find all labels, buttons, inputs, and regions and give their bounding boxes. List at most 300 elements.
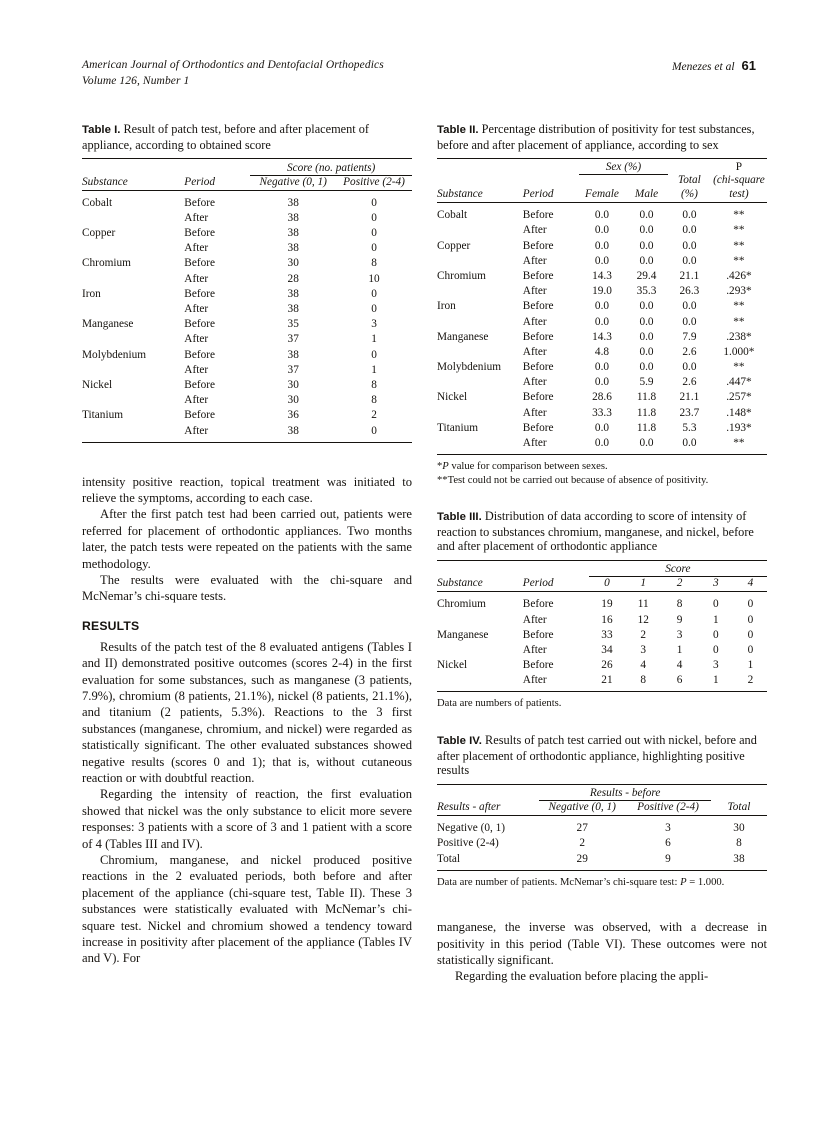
running-head-journal-line2: Volume 126, Number 1 xyxy=(82,74,190,87)
table-1-r8-negative: 35 xyxy=(287,318,299,331)
table-3-r5-s2: 6 xyxy=(676,674,683,687)
table-3-number: Table III. xyxy=(437,511,482,524)
paragraph: intensity positive reaction, topical treatment was initiated to relieve the symptoms, according to each case. xyxy=(82,474,412,505)
table-2-r4-total: 21.1 xyxy=(679,269,700,282)
table-2-r9-period: After xyxy=(522,345,547,358)
table-1-block xyxy=(82,122,412,444)
table-row xyxy=(437,253,767,268)
table-2-note-2: **Test could not be carried out because of absence of positivity. xyxy=(437,474,709,486)
table-3-group-header-row xyxy=(437,562,767,577)
table-2-r5-period: After xyxy=(522,285,547,298)
table-2-r11-female: 0.0 xyxy=(594,376,610,389)
table-4-r2-label: Total xyxy=(437,852,461,865)
table-3-r4-period: Before xyxy=(522,659,554,672)
table-3-col-score-1: 1 xyxy=(640,577,647,590)
table-4-col-total: Total xyxy=(727,801,751,814)
table-row xyxy=(437,642,767,657)
table-4-r0-negative: 27 xyxy=(576,822,588,835)
table-2-r7-female: 0.0 xyxy=(594,315,610,328)
table-4-r1-negative: 2 xyxy=(579,837,586,850)
table-2-r4-p: .426* xyxy=(726,269,752,282)
table-row xyxy=(82,271,412,286)
paragraph: Results of the patch test of the 8 evaluated antigens (Tables I and II) demonstrated positive outcomes (scores 2-4) in the first evaluation for some substances, such as manganese (3 patients, 7.9%), chromium (8 patients, 21.1%), nickel (8 patients, 21.1%), and titanium (2 patients, 5.3%). Reactions to the 3 first substances (manganese, chromium, and nickel) were regarded as statistically significant. The other evaluated substances showed negative results (scores 0 and 1); that is, without cutaneous reaction or with doubtful reaction. xyxy=(82,639,412,785)
table-3-col-substance: Substance xyxy=(437,577,483,590)
table-1-r11-positive: 1 xyxy=(371,363,377,376)
table-3-r4-substance: Nickel xyxy=(437,659,468,672)
table-2-r11-p: .447* xyxy=(726,376,752,389)
table-4-col-positive: Positive (2-4) xyxy=(637,801,699,814)
table-row xyxy=(437,344,767,359)
table-2-r4-female: 14.3 xyxy=(592,269,612,282)
table-2-r2-p: ** xyxy=(733,239,745,252)
table-row xyxy=(437,204,767,223)
table-2-r14-total: 5.3 xyxy=(682,421,697,434)
table-3-r0-period: Before xyxy=(522,598,554,611)
table-2-r10-female: 0.0 xyxy=(594,361,610,374)
table-row xyxy=(82,317,412,332)
running-head-authors: Menezes et al xyxy=(671,61,735,73)
table-2-r7-male: 0.0 xyxy=(639,315,654,328)
table-row xyxy=(82,225,412,240)
table-2-r5-total: 26.3 xyxy=(679,285,700,298)
table-2-r6-total: 0.0 xyxy=(682,300,697,313)
table-2-r15-substance xyxy=(437,435,523,454)
table-3-r3-substance xyxy=(437,642,523,657)
table-row xyxy=(437,223,767,238)
table-3-r2-s3: 0 xyxy=(713,628,719,641)
table-row xyxy=(437,851,767,870)
table-2-r3-male: 0.0 xyxy=(639,254,654,267)
table-3-col-score-0: 0 xyxy=(604,577,610,590)
table-2-r9-male: 0.0 xyxy=(639,345,654,358)
table-3-r5-s0: 21 xyxy=(601,674,613,687)
table-4-r2-total: 38 xyxy=(733,852,745,865)
table-1-r9-positive: 1 xyxy=(371,333,377,346)
table-2-r1-total: 0.0 xyxy=(682,224,697,237)
table-1-r15-period: After xyxy=(184,424,209,437)
table-2-col-substance: Substance xyxy=(437,188,483,201)
table-3-col-score-3: 3 xyxy=(713,577,719,590)
table-4-note-pre: Data are number of patients. McNemar’s chi-square test: xyxy=(437,876,681,888)
table-4-r1-total: 8 xyxy=(736,837,742,850)
table-1-r14-substance: Titanium xyxy=(82,409,124,422)
table-1-caption-text: Result of patch test, before and after placement of appliance, according to obtained score xyxy=(82,122,369,152)
table-2-r14-p: .193* xyxy=(726,421,752,434)
table-3-col-score-2: 2 xyxy=(676,577,683,590)
table-3-r3-period: After xyxy=(522,644,547,657)
table-1-r11-negative: 37 xyxy=(287,363,299,376)
table-4-bottom-rule xyxy=(437,870,767,872)
table-1-bottom-rule xyxy=(82,442,412,444)
table-2-subheader-row xyxy=(437,174,767,188)
table-2-r15-total: 0.0 xyxy=(682,437,697,449)
table-2 xyxy=(437,158,767,456)
table-row xyxy=(82,301,412,316)
table-1-r7-positive: 0 xyxy=(371,303,377,315)
table-3-header-row xyxy=(437,577,767,592)
table-row xyxy=(82,408,412,423)
table-2-r1-male: 0.0 xyxy=(639,224,654,237)
table-2-r10-p: ** xyxy=(733,361,745,374)
table-1-r4-period: Before xyxy=(184,257,216,270)
table-2-r1-period: After xyxy=(522,224,547,237)
table-3-r4-s1: 4 xyxy=(640,659,647,672)
table-2-bottom-rule xyxy=(437,455,767,457)
table-2-r11-substance xyxy=(437,375,523,390)
table-3-r2-s0: 33 xyxy=(601,628,613,641)
right-column-body-text xyxy=(437,919,767,985)
table-2-r3-period: After xyxy=(522,254,547,267)
table-row xyxy=(82,332,412,347)
table-1-r5-period: After xyxy=(184,272,209,285)
table-2-r10-substance: Molybdenium xyxy=(437,361,502,374)
table-1-r10-period: Before xyxy=(184,348,216,361)
table-4-r2-positive: 9 xyxy=(665,852,671,865)
table-row xyxy=(82,286,412,301)
table-2-r6-p: ** xyxy=(733,300,745,313)
table-2-caption xyxy=(437,122,767,152)
running-head xyxy=(82,58,756,94)
table-1-r13-positive: 8 xyxy=(371,394,377,407)
table-1-r9-substance xyxy=(82,332,184,347)
paragraph: manganese, the inverse was observed, with a decrease in positivity in this period (Table VI). These outcomes were not statistically significant. xyxy=(437,920,767,968)
table-1-caption xyxy=(82,122,412,152)
table-1-r8-period: Before xyxy=(184,318,216,331)
table-1-r8-positive: 3 xyxy=(371,318,377,331)
table-2-r13-substance xyxy=(437,405,523,420)
table-1-r15-negative: 38 xyxy=(287,424,299,437)
table-1-r15-substance xyxy=(82,423,184,442)
table-2-r7-total: 0.0 xyxy=(682,315,697,328)
table-1-r12-positive: 8 xyxy=(371,378,377,391)
table-row xyxy=(437,375,767,390)
table-3-r1-s3: 1 xyxy=(713,613,719,626)
table-1-r1-positive: 0 xyxy=(371,211,377,224)
table-3-note: Data are numbers of patients. xyxy=(437,698,562,710)
table-2-r10-male: 0.0 xyxy=(639,361,654,374)
table-3-col-period: Period xyxy=(522,577,554,590)
table-2-col-p-line3: test) xyxy=(729,188,749,201)
table-1-r6-period: Before xyxy=(184,287,216,300)
table-3-caption xyxy=(437,509,767,554)
table-2-r6-male: 0.0 xyxy=(639,300,654,313)
table-2-r2-period: Before xyxy=(522,239,554,252)
table-1-r8-substance: Manganese xyxy=(82,318,134,331)
table-1-col-period: Period xyxy=(184,175,216,188)
table-2-r10-total: 0.0 xyxy=(682,361,697,374)
table-1-r4-substance: Chromium xyxy=(82,257,131,270)
table-row xyxy=(82,241,412,256)
table-2-r6-substance: Iron xyxy=(437,300,456,313)
running-head-authors-page xyxy=(672,58,756,76)
table-2-r0-p: ** xyxy=(733,209,745,222)
table-2-r12-female: 28.6 xyxy=(592,391,612,404)
table-3-r0-s3: 0 xyxy=(713,598,719,611)
table-2-r4-period: Before xyxy=(522,269,554,282)
table-row xyxy=(437,658,767,673)
table-2-r4-male: 29.4 xyxy=(636,269,657,282)
table-row xyxy=(437,284,767,299)
table-2-r5-substance xyxy=(437,284,523,299)
table-1-header-row xyxy=(82,175,412,190)
table-4-col-negative: Negative (0, 1) xyxy=(548,801,616,814)
table-2-r5-male: 35.3 xyxy=(636,285,657,298)
table-1-r5-positive: 10 xyxy=(368,272,380,285)
table-1-r2-substance: Copper xyxy=(82,227,116,240)
table-4-block xyxy=(437,733,767,889)
paragraph: Regarding the intensity of reaction, the first evaluation showed that nickel was the only substance to elicit more severe responses: 3 patients with a score of 3 and 1 patient with a score of 4 (Tables III and IV). xyxy=(82,787,412,851)
table-1-r4-negative: 30 xyxy=(287,257,299,270)
table-2-r2-female: 0.0 xyxy=(594,239,610,252)
table-row xyxy=(437,405,767,420)
table-3-r3-s1: 3 xyxy=(640,644,647,657)
table-1-group-header: Score (no. patients) xyxy=(250,160,412,175)
table-3-group-header: Score xyxy=(589,562,767,577)
table-2-r15-male: 0.0 xyxy=(639,437,654,449)
table-row xyxy=(437,627,767,642)
table-2-col-p-line2: (chi-square xyxy=(713,174,765,187)
table-3-r5-s3: 1 xyxy=(713,674,719,687)
table-1-r14-positive: 2 xyxy=(371,409,377,422)
table-2-r13-male: 11.8 xyxy=(636,406,657,419)
left-column-body-text xyxy=(82,474,412,967)
table-1-r5-negative: 28 xyxy=(287,272,299,285)
table-2-r7-period: After xyxy=(522,315,547,328)
table-3-r1-s4: 0 xyxy=(747,613,754,626)
table-3-r0-s0: 19 xyxy=(601,598,613,611)
table-1-r6-negative: 38 xyxy=(287,287,299,300)
table-2-r14-period: Before xyxy=(522,421,554,434)
table-3-r3-s3: 0 xyxy=(713,644,719,657)
table-2-r0-male: 0.0 xyxy=(639,209,654,222)
table-1-r2-period: Before xyxy=(184,227,216,240)
table-2-r12-p: .257* xyxy=(726,391,752,404)
table-2-r8-substance: Manganese xyxy=(437,330,489,343)
table-1-r10-substance: Molybdenium xyxy=(82,348,147,361)
table-1-col-negative: Negative (0, 1) xyxy=(259,175,327,188)
table-3-r0-substance: Chromium xyxy=(437,598,486,611)
table-row xyxy=(437,268,767,283)
table-3-caption-text: Distribution of data according to score of intensity of reaction to substances chromium, manganese, and nickel, before and after placement of orthodontic appliance xyxy=(437,509,754,554)
table-row xyxy=(437,673,767,692)
table-2-r9-female: 4.8 xyxy=(594,345,610,358)
table-1-r6-positive: 0 xyxy=(371,287,377,300)
table-1-r0-negative: 38 xyxy=(287,196,299,209)
table-row xyxy=(437,612,767,627)
table-2-col-total-line2: (%) xyxy=(680,188,698,201)
table-2-r14-male: 11.8 xyxy=(636,421,657,434)
table-1-r10-negative: 38 xyxy=(287,348,299,361)
table-3-r5-s4: 2 xyxy=(747,674,754,687)
table-2-r2-substance: Copper xyxy=(437,239,471,252)
table-2-r1-female: 0.0 xyxy=(594,224,610,237)
paragraph: Chromium, manganese, and nickel produced positive reactions in the 2 evaluated periods, both before and after placement of the appliance (chi-square test, Table II). These 3 substances were statistically evaluated with McNemar’s chi-square test. Nickel and chromium showed a tendency toward increase in positivity after placement of the appliance (Tables IV and V). For xyxy=(82,853,412,966)
table-2-note-1 xyxy=(437,460,767,474)
table-row xyxy=(82,256,412,271)
page-number: 61 xyxy=(741,58,756,73)
table-1-r4-positive: 8 xyxy=(371,257,377,270)
table-2-col-p-line1: P xyxy=(735,161,743,174)
table-2-r12-total: 21.1 xyxy=(679,391,700,404)
table-row xyxy=(437,359,767,374)
table-2-col-total-line1: Total xyxy=(678,174,701,187)
table-1-r9-negative: 37 xyxy=(287,333,299,346)
table-2-r3-total: 0.0 xyxy=(682,254,697,267)
table-2-r5-female: 19.0 xyxy=(592,285,612,298)
table-2-r15-period: After xyxy=(522,437,547,449)
table-3-r0-s1: 11 xyxy=(637,598,649,611)
table-2-r0-period: Before xyxy=(522,209,554,222)
table-1-r0-period: Before xyxy=(184,196,216,209)
table-row xyxy=(437,314,767,329)
table-2-r12-period: Before xyxy=(522,391,554,404)
table-1-r12-period: Before xyxy=(184,378,216,391)
left-column xyxy=(82,122,412,967)
table-3-r2-s1: 2 xyxy=(640,628,647,641)
table-row xyxy=(82,210,412,225)
table-3-r2-substance: Manganese xyxy=(437,628,489,641)
table-row xyxy=(82,377,412,392)
table-2-r3-substance xyxy=(437,253,523,268)
table-4-r2-negative: 29 xyxy=(576,852,588,865)
table-1-r3-substance xyxy=(82,241,184,256)
table-3-r0-s2: 8 xyxy=(676,598,683,611)
running-head-journal xyxy=(82,58,384,89)
table-3-r2-s2: 3 xyxy=(676,628,683,641)
table-1-col-substance: Substance xyxy=(82,175,128,188)
table-1-r14-negative: 36 xyxy=(287,409,299,422)
table-1-r6-substance: Iron xyxy=(82,287,101,300)
table-1-r9-period: After xyxy=(184,333,209,346)
table-3-r1-s1: 12 xyxy=(637,613,649,626)
table-1-r14-period: Before xyxy=(184,409,216,422)
table-3-r4-s4: 1 xyxy=(747,659,754,672)
table-3-bottom-rule xyxy=(437,692,767,694)
table-2-col-male: Male xyxy=(634,188,659,201)
table-4-caption xyxy=(437,733,767,778)
table-2-r8-period: Before xyxy=(522,330,554,343)
table-2-col-female: Female xyxy=(585,188,619,201)
table-3-r1-s0: 16 xyxy=(601,613,613,626)
table-1-r7-substance xyxy=(82,301,184,316)
table-1-r2-positive: 0 xyxy=(371,227,377,240)
table-2-r7-p: ** xyxy=(733,315,745,328)
table-row xyxy=(82,347,412,362)
table-2-r10-period: Before xyxy=(522,361,554,374)
table-3-r5-substance xyxy=(437,673,523,692)
table-1-r3-negative: 38 xyxy=(287,242,299,255)
table-2-r3-p: ** xyxy=(733,254,745,267)
table-3-r2-s4: 0 xyxy=(747,628,754,641)
table-1-r15-positive: 0 xyxy=(371,424,377,437)
table-3 xyxy=(437,560,767,693)
table-row xyxy=(437,817,767,836)
table-4-group-header-row xyxy=(437,786,767,801)
table-1-r12-substance: Nickel xyxy=(82,378,113,391)
table-row xyxy=(437,593,767,612)
table-2-notes xyxy=(437,460,767,487)
table-1-r7-negative: 38 xyxy=(287,303,299,315)
table-row xyxy=(437,299,767,314)
table-1-r13-period: After xyxy=(184,394,209,407)
table-3-r4-s2: 4 xyxy=(676,659,683,672)
table-2-caption-text: Percentage distribution of positivity for test substances, before and after placement of appliance, according to sex xyxy=(437,122,755,152)
table-2-r13-female: 33.3 xyxy=(592,406,612,419)
table-2-r9-p: 1.000* xyxy=(723,345,755,358)
table-2-col-period: Period xyxy=(522,188,554,201)
table-3-r3-s4: 0 xyxy=(747,644,754,657)
running-head-journal-line1: American Journal of Orthodontics and Dentofacial Orthopedics xyxy=(82,59,384,71)
table-1-r13-negative: 30 xyxy=(287,394,299,407)
table-row xyxy=(82,192,412,211)
table-4-r0-total: 30 xyxy=(733,822,745,835)
table-2-group-header-sex: Sex (%) xyxy=(579,160,668,174)
table-1-r1-negative: 38 xyxy=(287,211,299,224)
table-2-block xyxy=(437,122,767,487)
table-1-r10-positive: 0 xyxy=(371,348,377,361)
table-4-header-row xyxy=(437,801,767,816)
table-1-r7-period: After xyxy=(184,303,209,315)
table-row xyxy=(437,435,767,454)
table-4-note-post: = 1.000. xyxy=(686,876,725,888)
table-2-r0-female: 0.0 xyxy=(594,209,610,222)
table-2-r14-substance: Titanium xyxy=(437,421,479,434)
table-3-r4-s0: 26 xyxy=(601,659,613,672)
table-1-group-header-row xyxy=(82,160,412,175)
table-4-col-results-after: Results - after xyxy=(437,801,501,814)
table-1-r3-period: After xyxy=(184,242,209,255)
paragraph: Regarding the evaluation before placing the appli- xyxy=(455,969,709,984)
table-1-r2-negative: 38 xyxy=(287,227,299,240)
right-column xyxy=(437,122,767,985)
table-3-col-score-4: 4 xyxy=(747,577,754,590)
table-2-note-1-marker: * xyxy=(437,461,443,472)
table-2-r11-total: 2.6 xyxy=(682,376,697,389)
table-4-r0-label: Negative (0, 1) xyxy=(437,822,506,835)
table-2-r15-p: ** xyxy=(733,437,745,449)
table-2-r2-male: 0.0 xyxy=(639,239,654,252)
table-2-r14-female: 0.0 xyxy=(594,421,610,434)
table-row xyxy=(437,836,767,851)
table-1-r13-substance xyxy=(82,393,184,408)
table-1-r11-period: After xyxy=(184,363,209,376)
table-3-r1-s2: 9 xyxy=(676,613,683,626)
table-2-r11-male: 5.9 xyxy=(639,376,654,389)
table-2-r15-female: 0.0 xyxy=(594,437,610,449)
table-4-group-header: Results - before xyxy=(539,786,711,801)
table-1-r5-substance xyxy=(82,271,184,286)
table-2-r13-total: 23.7 xyxy=(679,406,700,419)
table-2-r12-substance: Nickel xyxy=(437,391,468,404)
table-2-r6-female: 0.0 xyxy=(594,300,610,313)
table-2-r7-substance xyxy=(437,314,523,329)
table-row xyxy=(82,362,412,377)
table-1-r3-positive: 0 xyxy=(371,242,377,255)
table-4 xyxy=(437,784,767,872)
table-row xyxy=(437,329,767,344)
table-row xyxy=(437,390,767,405)
table-1-r11-substance xyxy=(82,362,184,377)
table-4-number: Table IV. xyxy=(437,735,482,747)
table-2-r1-p: ** xyxy=(733,224,745,237)
table-1-r0-substance: Cobalt xyxy=(82,196,113,209)
table-3-r1-substance xyxy=(437,612,523,627)
table-4-r1-label: Positive (2-4) xyxy=(437,837,499,850)
table-4-note xyxy=(437,876,767,890)
table-3-r3-s0: 34 xyxy=(601,644,613,657)
table-row xyxy=(437,420,767,435)
table-2-r2-total: 0.0 xyxy=(682,239,697,252)
